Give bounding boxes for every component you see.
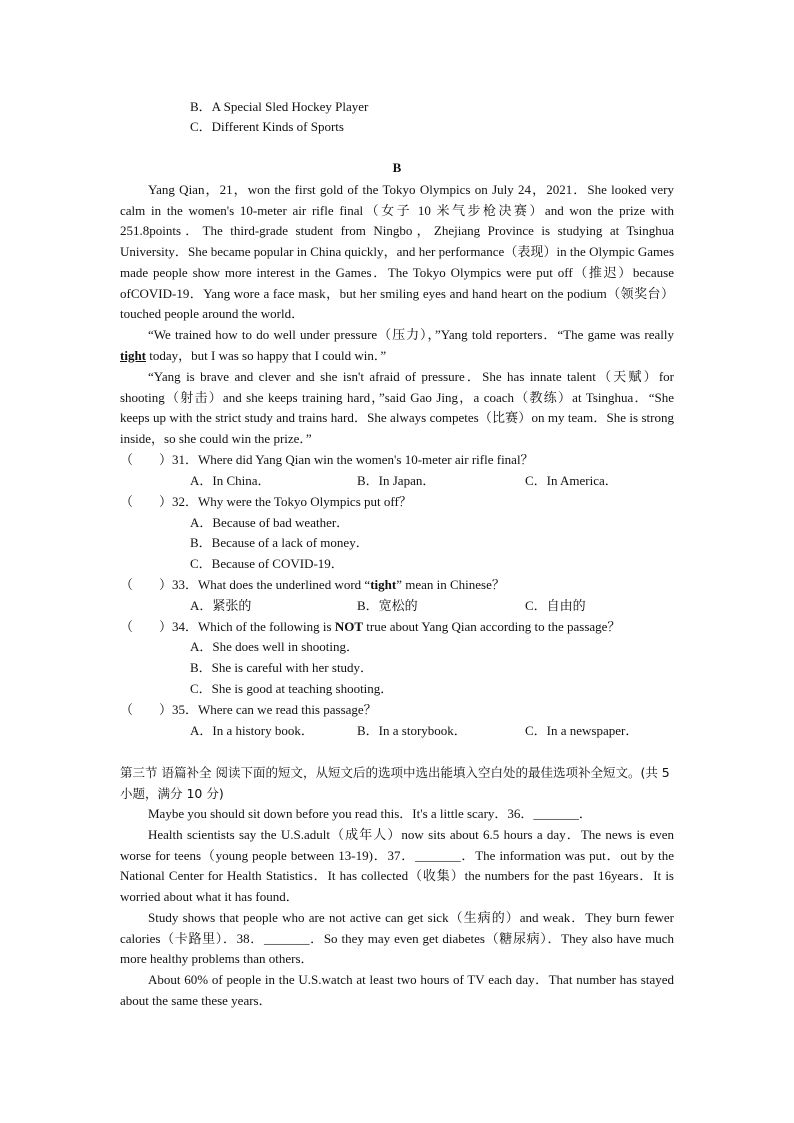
underlined-word: tight <box>120 347 146 363</box>
q33-text-after: ” mean in Chinese？ <box>396 577 505 592</box>
q34-text-before: （ ）34．Which of the following is <box>120 619 335 634</box>
q34-text-after: true about Yang Qian according to the passage？ <box>363 619 621 634</box>
q34-option-c: C．She is good at teaching shooting． <box>190 681 394 696</box>
q34-option-a: A．She does well in shooting． <box>190 639 359 654</box>
passage-paragraph-1: Yang Qian，21，won the first gold of the Tokyo Olympics on July 24，2021．She looked very calm in the women's 10-meter air rifle final（女子 10 米气步枪决赛）and won the prize with 251.8points．The third-grade student from Ningbo，Zhejiang Province is studying at Tsinghua University．She became popular in China quickly，and her performance（表现）in the Olympic Games made people show more interest in the Games．The Tokyo Olympics were put off（推迟）because ofCOVID-19．Yang wore a face mask，but her smiling eyes and hand heart on the podium（领奖台）touched people around the world． <box>120 182 674 322</box>
p2-text-after: today，but I was so happy that I could win．” <box>146 347 387 363</box>
q35-option-a: A．In a history book． <box>190 723 314 738</box>
q35-option-b: B．In a storybook． <box>357 723 467 738</box>
option-b-prev: B．A Special Sled Hockey Player <box>190 99 369 114</box>
q33-text-before: （ ）33．What does the underlined word “ <box>120 577 371 592</box>
question-35: （ ）35．Where can we read this passage？ <box>120 702 377 717</box>
question-33 <box>120 575 505 595</box>
question-34 <box>120 617 620 637</box>
q33-option-c: C．自由的 <box>525 598 586 613</box>
q32-option-b: B．Because of a lack of money． <box>190 535 369 550</box>
question-31: （ ）31．Where did Yang Qian win the women's 10-meter air rifle final？ <box>120 452 534 467</box>
passage-heading: B <box>392 160 402 175</box>
section3-paragraph-1: Maybe you should sit down before you read this．It's a little scary．36．_______． <box>148 806 592 821</box>
passage-paragraph-2 <box>120 325 674 366</box>
passage-paragraph-3: “Yang is brave and clever and she isn't afraid of pressure．She has innate talent（天赋）for shooting（射击）and she keeps training hard，”said Gao Jing，a coach（教练）at Tsinghua．“She keeps up with the strict study and trains hard．She always competes（比赛）on my team．She is strong inside，so she could win the prize．” <box>120 369 674 447</box>
section3-paragraph-3: Study shows that people who are not active can get sick（生病的）and weak．They burn fewer calories（卡路里）．38．_______．So they may even get diabetes（糖尿病）．They also have much more healthy problems than others． <box>120 910 674 967</box>
q32-option-c: C．Because of COVID-19． <box>190 556 344 571</box>
q35-option-c: C．In a newspaper． <box>525 723 639 738</box>
q31-option-b: B．In Japan． <box>357 473 436 488</box>
q33-option-b: B．宽松的 <box>357 598 418 613</box>
option-c-prev: C．Different Kinds of Sports <box>190 119 344 134</box>
q31-option-c: C．In America． <box>525 473 618 488</box>
section3-paragraph-4: About 60% of people in the U.S.watch at least two hours of TV each day．That number has stayed about the same these years． <box>120 972 674 1008</box>
q33-bold-word: tight <box>370 577 397 592</box>
section3-paragraph-2: Health scientists say the U.S.adult（成年人）now sits about 6.5 hours a day．The news is even worse for teens（young people between 13-19)．37．_______．The information was put．out by the National Center for Health Statistics．It has collected（收集）the numbers for the past 16years．It is worried about what it has found． <box>120 827 674 905</box>
q32-option-a: A．Because of bad weather． <box>190 515 350 530</box>
q33-option-a: A．紧张的 <box>190 598 252 613</box>
q31-option-a: A．In China． <box>190 473 271 488</box>
p2-text-before: “We trained how to do well under pressure（压力），”Yang told reporters．“The game was really <box>148 327 674 342</box>
q34-bold-word: NOT <box>334 619 364 634</box>
section-3-title: 第三节 语篇补全 阅读下面的短文，从短文后的选项中选出能填入空白处的最佳选项补全短文。(共 5 小题，满分 10 分) <box>120 765 670 801</box>
q34-option-b: B．She is careful with her study． <box>190 660 374 675</box>
question-32: （ ）32．Why were the Tokyo Olympics put off？ <box>120 494 412 509</box>
